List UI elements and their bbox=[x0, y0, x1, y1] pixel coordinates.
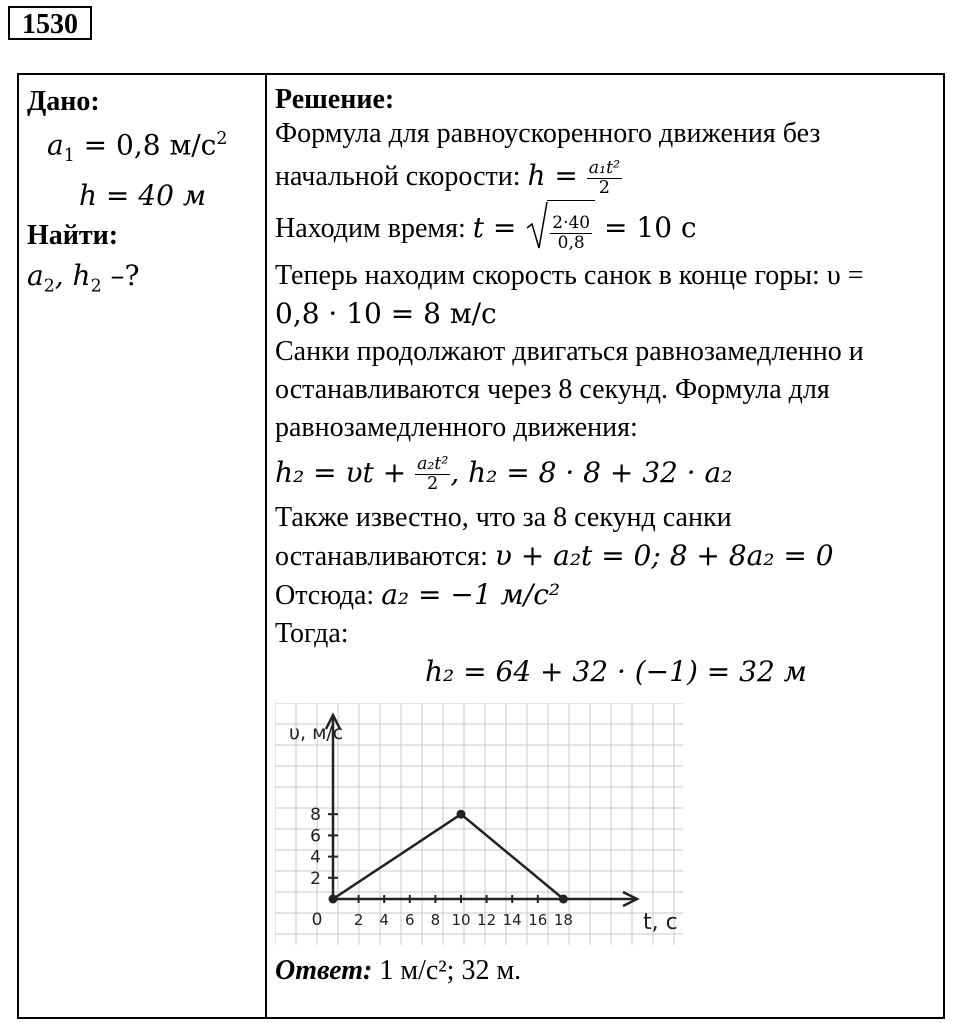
fraction-2: $\frac{\text{a₂t²}}{2}$ bbox=[417, 453, 449, 494]
answer-label: Ответ: bbox=[275, 955, 373, 986]
x-tick-label: 4 bbox=[379, 911, 389, 929]
x-tick-label: 6 bbox=[405, 911, 415, 929]
y-axis-label: υ, м/с bbox=[289, 722, 344, 744]
solution-line-9: h₂ = υt + $\frac{\text{a₂t²}}{2}$ , h₂ = 8 · 8 + 32 · a₂ bbox=[275, 453, 733, 494]
solution-line-14: h₂ = 64 + 32 · (−1) = 32 м bbox=[425, 655, 807, 688]
x-tick-label: 18 bbox=[553, 911, 573, 929]
given-column bbox=[27, 85, 259, 307]
sqrt-expression: $\frac{2\cdot 40}{0,8}$ bbox=[525, 200, 595, 261]
y-tick-label: 6 bbox=[310, 826, 321, 847]
solution-line-10: Также известно, что за 8 секунд санки bbox=[275, 502, 732, 533]
data-point bbox=[329, 895, 338, 904]
problem-number: 1530 bbox=[8, 6, 92, 40]
x-tick-label: 12 bbox=[477, 911, 497, 929]
x-tick-label: 2 bbox=[353, 911, 364, 929]
answer-text: 1 м/с²; 32 м. bbox=[372, 955, 522, 986]
solution-column bbox=[275, 85, 941, 691]
fraction-1: $\frac{\text{a₁t²}}{2}$ bbox=[588, 157, 621, 199]
velocity-time-chart bbox=[275, 703, 683, 945]
velocity-line bbox=[333, 814, 563, 899]
solution-line-11: останавливаются: υ + a₂t = 0; 8 + 8a₂ = 0 bbox=[275, 539, 834, 572]
given-h: h = 40 м bbox=[79, 178, 207, 212]
solution-line-3: Находим время: t = $\frac{2\cdot 40}{0,8}$ = 10 с bbox=[275, 199, 941, 257]
x-tick-label: 8 bbox=[430, 911, 441, 929]
solution-line-7: останавливаются через 8 секунд. Формула для bbox=[275, 374, 830, 405]
x-tick-label: 10 bbox=[451, 911, 471, 929]
y-tick-label: 4 bbox=[310, 847, 321, 868]
given-header: Дано: bbox=[27, 86, 100, 117]
solution-line-6: Санки продолжают двигаться равнозамедленно и bbox=[275, 336, 864, 367]
origin-label: 0 bbox=[311, 910, 323, 930]
solution-line-12: Отсюда: a₂ = −1 м/с² bbox=[275, 578, 561, 611]
solution-line-2: начальной скорости: h = $\frac{\text{a₁t²}}{2}$ bbox=[275, 157, 621, 199]
y-tick-label: 2 bbox=[310, 868, 321, 889]
solution-header: Решение: bbox=[275, 84, 395, 115]
solution-line-8: равнозамедленного движения: bbox=[275, 412, 638, 443]
find-line: $a_2$, $h_2$ –? bbox=[27, 258, 140, 297]
find-header: Найти: bbox=[27, 219, 119, 251]
solution-line-1: Формула для равноускоренного движения без bbox=[275, 118, 821, 149]
x-tick-label: 16 bbox=[528, 911, 548, 929]
x-axis-label: t, c bbox=[643, 910, 678, 935]
data-point bbox=[559, 895, 568, 904]
solution-table bbox=[17, 73, 945, 1019]
x-tick-label: 14 bbox=[502, 911, 522, 929]
data-point bbox=[457, 810, 466, 819]
solution-line-5: 0,8 · 10 = 8 м/с bbox=[275, 297, 497, 330]
solution-line-4: Теперь находим скорость санок в конце горы: υ = bbox=[275, 260, 864, 291]
given-a1: $a_1 = 0,8$ $м/с^2$ bbox=[47, 128, 228, 166]
answer bbox=[275, 955, 521, 987]
y-tick-label: 8 bbox=[310, 805, 321, 826]
column-divider bbox=[265, 75, 267, 1017]
solution-line-13: Тогда: bbox=[275, 618, 349, 649]
